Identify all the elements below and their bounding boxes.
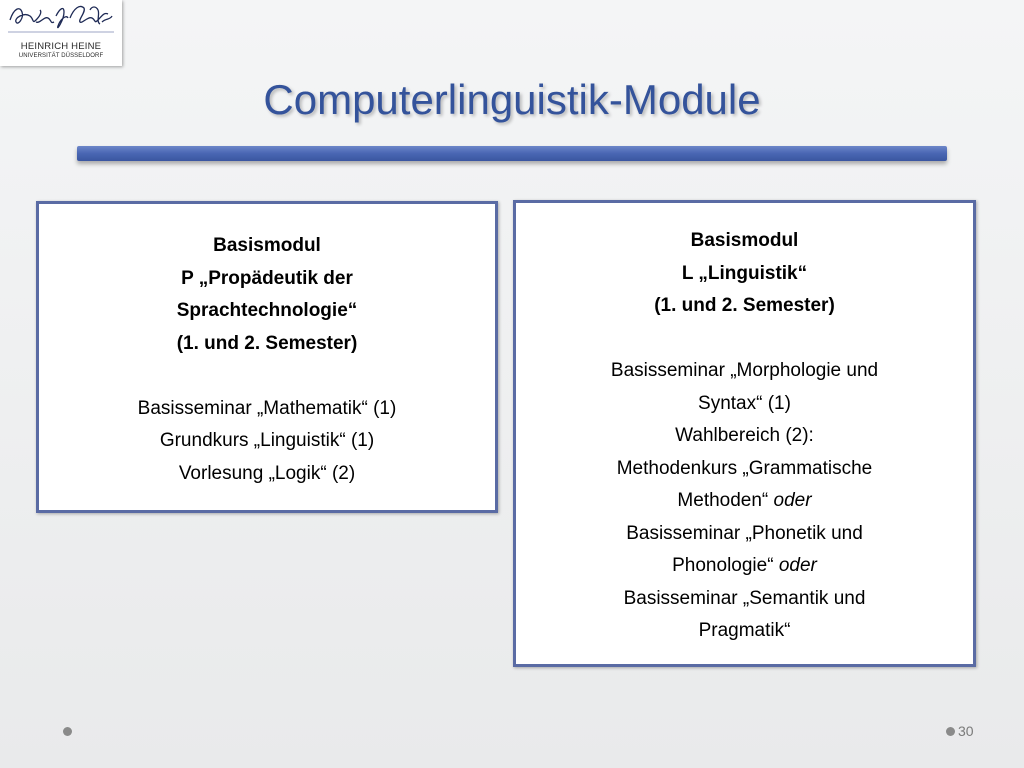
logo-name: HEINRICH HEINE xyxy=(20,41,102,52)
italic-oder: oder xyxy=(773,490,812,511)
italic-oder: oder xyxy=(778,555,817,576)
course-item: Basisseminar „Mathematik“ (1) xyxy=(137,397,397,419)
box-heading-line: (1. und 2. Semester) xyxy=(176,332,358,354)
course-line-text: Methoden“ xyxy=(677,490,774,511)
signature-icon xyxy=(6,2,116,40)
title-underline-bar xyxy=(77,146,947,161)
course-line-text: Basisseminar „Morphologie und xyxy=(610,360,879,381)
page-title: Computerlinguistik-Module xyxy=(263,76,761,123)
box-heading-line: Basismodul xyxy=(690,230,799,251)
course-line xyxy=(516,388,973,421)
course-item: Grundkurs „Linguistik“ (1) xyxy=(159,430,375,451)
course-line xyxy=(516,550,973,583)
course-line-text: Syntax“ (1) xyxy=(698,392,791,414)
course-line-text: Pragmatik“ xyxy=(698,620,791,641)
course-line-text: Phonologie“ xyxy=(672,555,779,576)
course-line xyxy=(516,355,973,388)
box-heading-line: Sprachtechnologie“ xyxy=(176,300,358,321)
course-line-text: Wahlbereich (2): xyxy=(675,425,814,446)
course-item: Vorlesung „Logik“ (2) xyxy=(178,462,356,484)
module-box-l xyxy=(513,200,976,667)
box-heading-line: (1. und 2. Semester) xyxy=(654,295,835,316)
course-line xyxy=(516,583,973,616)
course-line xyxy=(516,518,973,551)
footer-dot-right xyxy=(946,727,955,736)
logo-university: UNIVERSITÄT DÜSSELDORF xyxy=(18,53,104,59)
box-heading-line: Basismodul xyxy=(213,235,321,256)
spacer xyxy=(516,323,973,356)
course-line-text: Methodenkurs „Grammatische xyxy=(616,457,873,479)
course-line-text: Basisseminar „Phonetik und xyxy=(626,522,863,544)
module-box-p xyxy=(36,201,498,513)
course-line xyxy=(516,453,973,486)
course-line xyxy=(516,420,973,453)
footer-dot-left xyxy=(63,727,72,736)
box-heading-line: P „Propädeutik der xyxy=(181,267,353,289)
course-line-text: Basisseminar „Semantik und xyxy=(623,587,866,609)
spacer xyxy=(39,360,495,393)
course-line xyxy=(516,615,973,648)
course-line xyxy=(516,485,973,518)
box-heading-line: L „Linguistik“ xyxy=(681,262,808,284)
page-number: 30 xyxy=(958,723,974,739)
university-logo xyxy=(0,0,122,66)
